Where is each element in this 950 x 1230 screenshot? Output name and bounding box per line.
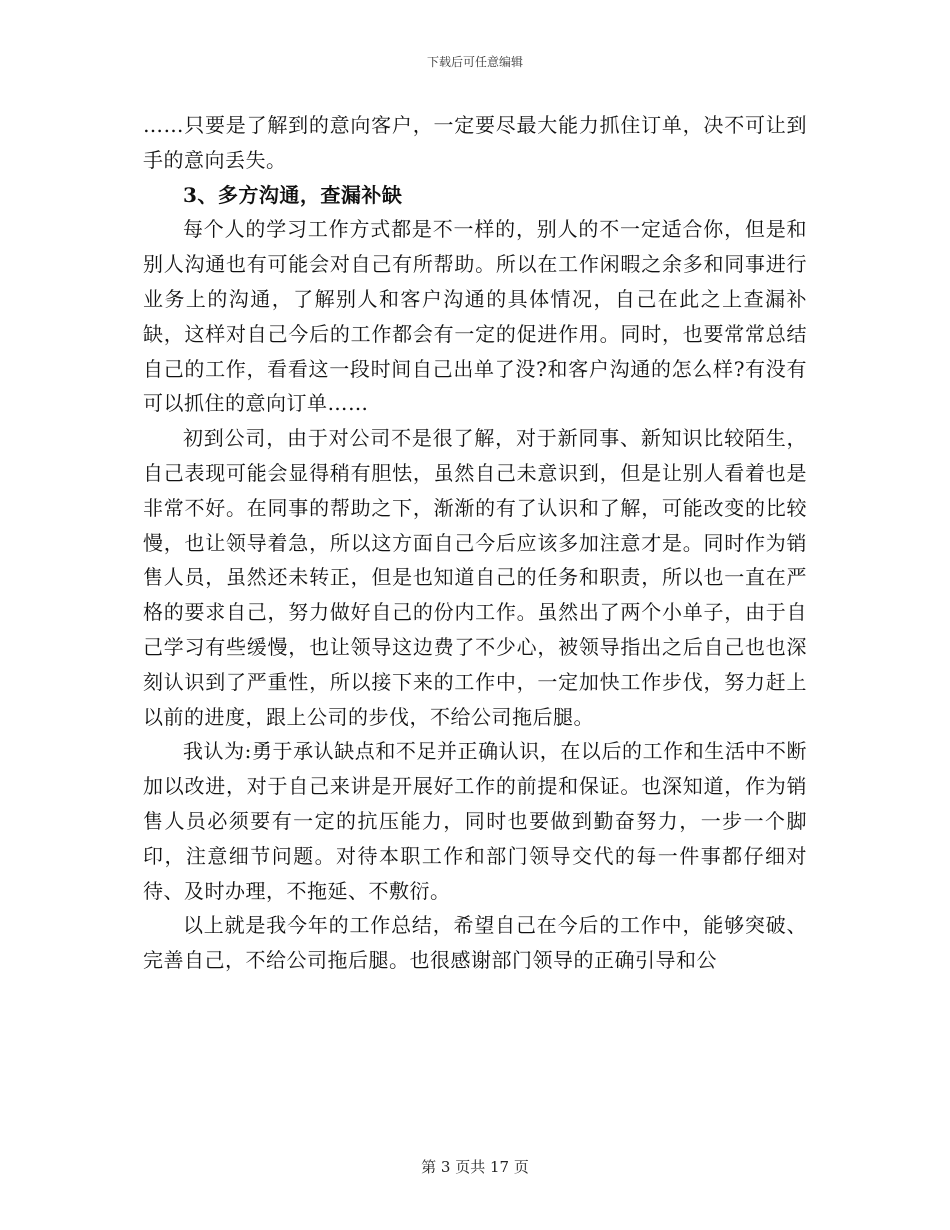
page-header: 下载后可任意编辑 xyxy=(426,55,523,69)
section-heading: 3、多方沟通，查漏补缺 xyxy=(183,182,403,207)
paragraph-continuation: ……只要是了解到的意向客户，一定要尽最大能力抓住订单，决不可让到手的意向丢失。 xyxy=(143,113,807,172)
page-number: 第 3 页共 17 页 xyxy=(421,1158,529,1176)
paragraph-communication: 每个人的学习工作方式都是不一样的，别人的不一定适合你，但是和别人沟通也有可能会对自己有所帮助。所以在工作闲暇之余多和同事进行业务上的沟通，了解别人和客户沟通的具体情况，自己在此之上查漏补缺，这样对自己今后的工作都会有一定的促进作用。同时，也要常常总结自己的工作，看看这一段时间自己出单了没?和客户沟通的怎么样?有没有可以抓住的意向订单…… xyxy=(143,217,807,416)
paragraph-conclusion: 以上就是我今年的工作总结，希望自己在今后的工作中，能够突破、完善自己，不给公司拖后腿。也很感谢部门领导的正确引导和公 xyxy=(143,913,807,973)
paragraph-new-employee: 初到公司，由于对公司不是很了解，对于新同事、新知识比较陌生，自己表现可能会显得稍有胆怯，虽然自己未意识到，但是让别人看着也是非常不好。在同事的帮助之下，渐渐的有了认识和了解，可能改变的比较慢，也让领导着急，所以这方面自己今后应该多加注意才是。同时作为销售人员，虽然还未转正，但是也知道自己的任务和职责，所以也一直在严格的要求自己，努力做好自己的份内工作。虽然出了两个小单子，由于自己学习有些缓慢，也让领导这边费了不少心，被领导指出之后自己也也深刻认识到了严重性，所以接下来的工作中，一定加快工作步伐，努力赶上以前的进度，跟上公司的步伐，不给公司拖后腿。 xyxy=(143,426,807,729)
document-body xyxy=(143,108,807,978)
paragraph-self-reflection: 我认为:勇于承认缺点和不足并正确认识，在以后的工作和生活中不断加以改进，对于自己来讲是开展好工作的前提和保证。也深知道，作为销售人员必须要有一定的抗压能力，同时也要做到勤奋努力，一步一个脚印，注意细节问题。对待本职工作和部门领导交代的每一件事都仔细对待、及时办理，不拖延、不敷衍。 xyxy=(143,739,807,903)
